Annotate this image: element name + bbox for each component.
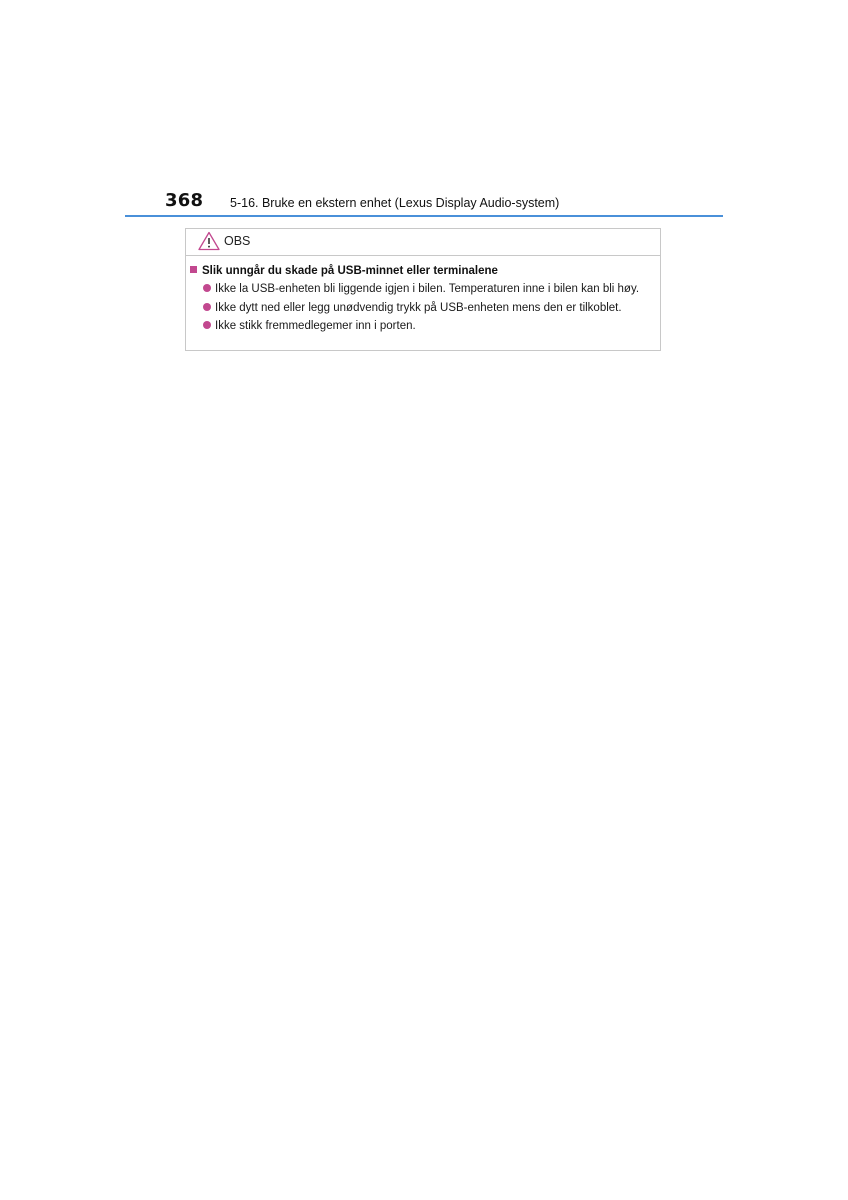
list-item-text: Ikke dytt ned eller legg unødvendig trykk på USB-enheten mens den er tilkoblet. bbox=[215, 301, 622, 314]
header-rule bbox=[125, 215, 723, 217]
notice-box bbox=[185, 228, 661, 351]
bullet-dot-icon bbox=[203, 321, 211, 329]
list-item bbox=[190, 283, 656, 302]
list-item bbox=[190, 302, 656, 321]
section-title: 5-16. Bruke en ekstern enhet (Lexus Display Audio-system) bbox=[230, 196, 560, 210]
list-item-text: Ikke stikk fremmedlegemer inn i porten. bbox=[215, 320, 416, 332]
warning-triangle-icon bbox=[198, 231, 220, 251]
bullet-dot-icon bbox=[203, 303, 211, 311]
notice-label: OBS bbox=[224, 234, 251, 248]
square-bullet-icon bbox=[190, 266, 197, 273]
page-number: 368 bbox=[165, 190, 204, 211]
notice-heading-text: Slik unngår du skade på USB-minnet eller terminalene bbox=[202, 265, 498, 277]
page-header bbox=[125, 186, 723, 218]
notice-header bbox=[186, 229, 660, 256]
list-item-text: Ikke la USB-enheten bli liggende igjen i bilen. Temperaturen inne i bilen kan bli høy. bbox=[215, 283, 640, 295]
list-item bbox=[190, 320, 656, 339]
notice-body bbox=[190, 265, 656, 339]
bullet-dot-icon bbox=[203, 284, 211, 292]
notice-heading bbox=[190, 265, 656, 283]
